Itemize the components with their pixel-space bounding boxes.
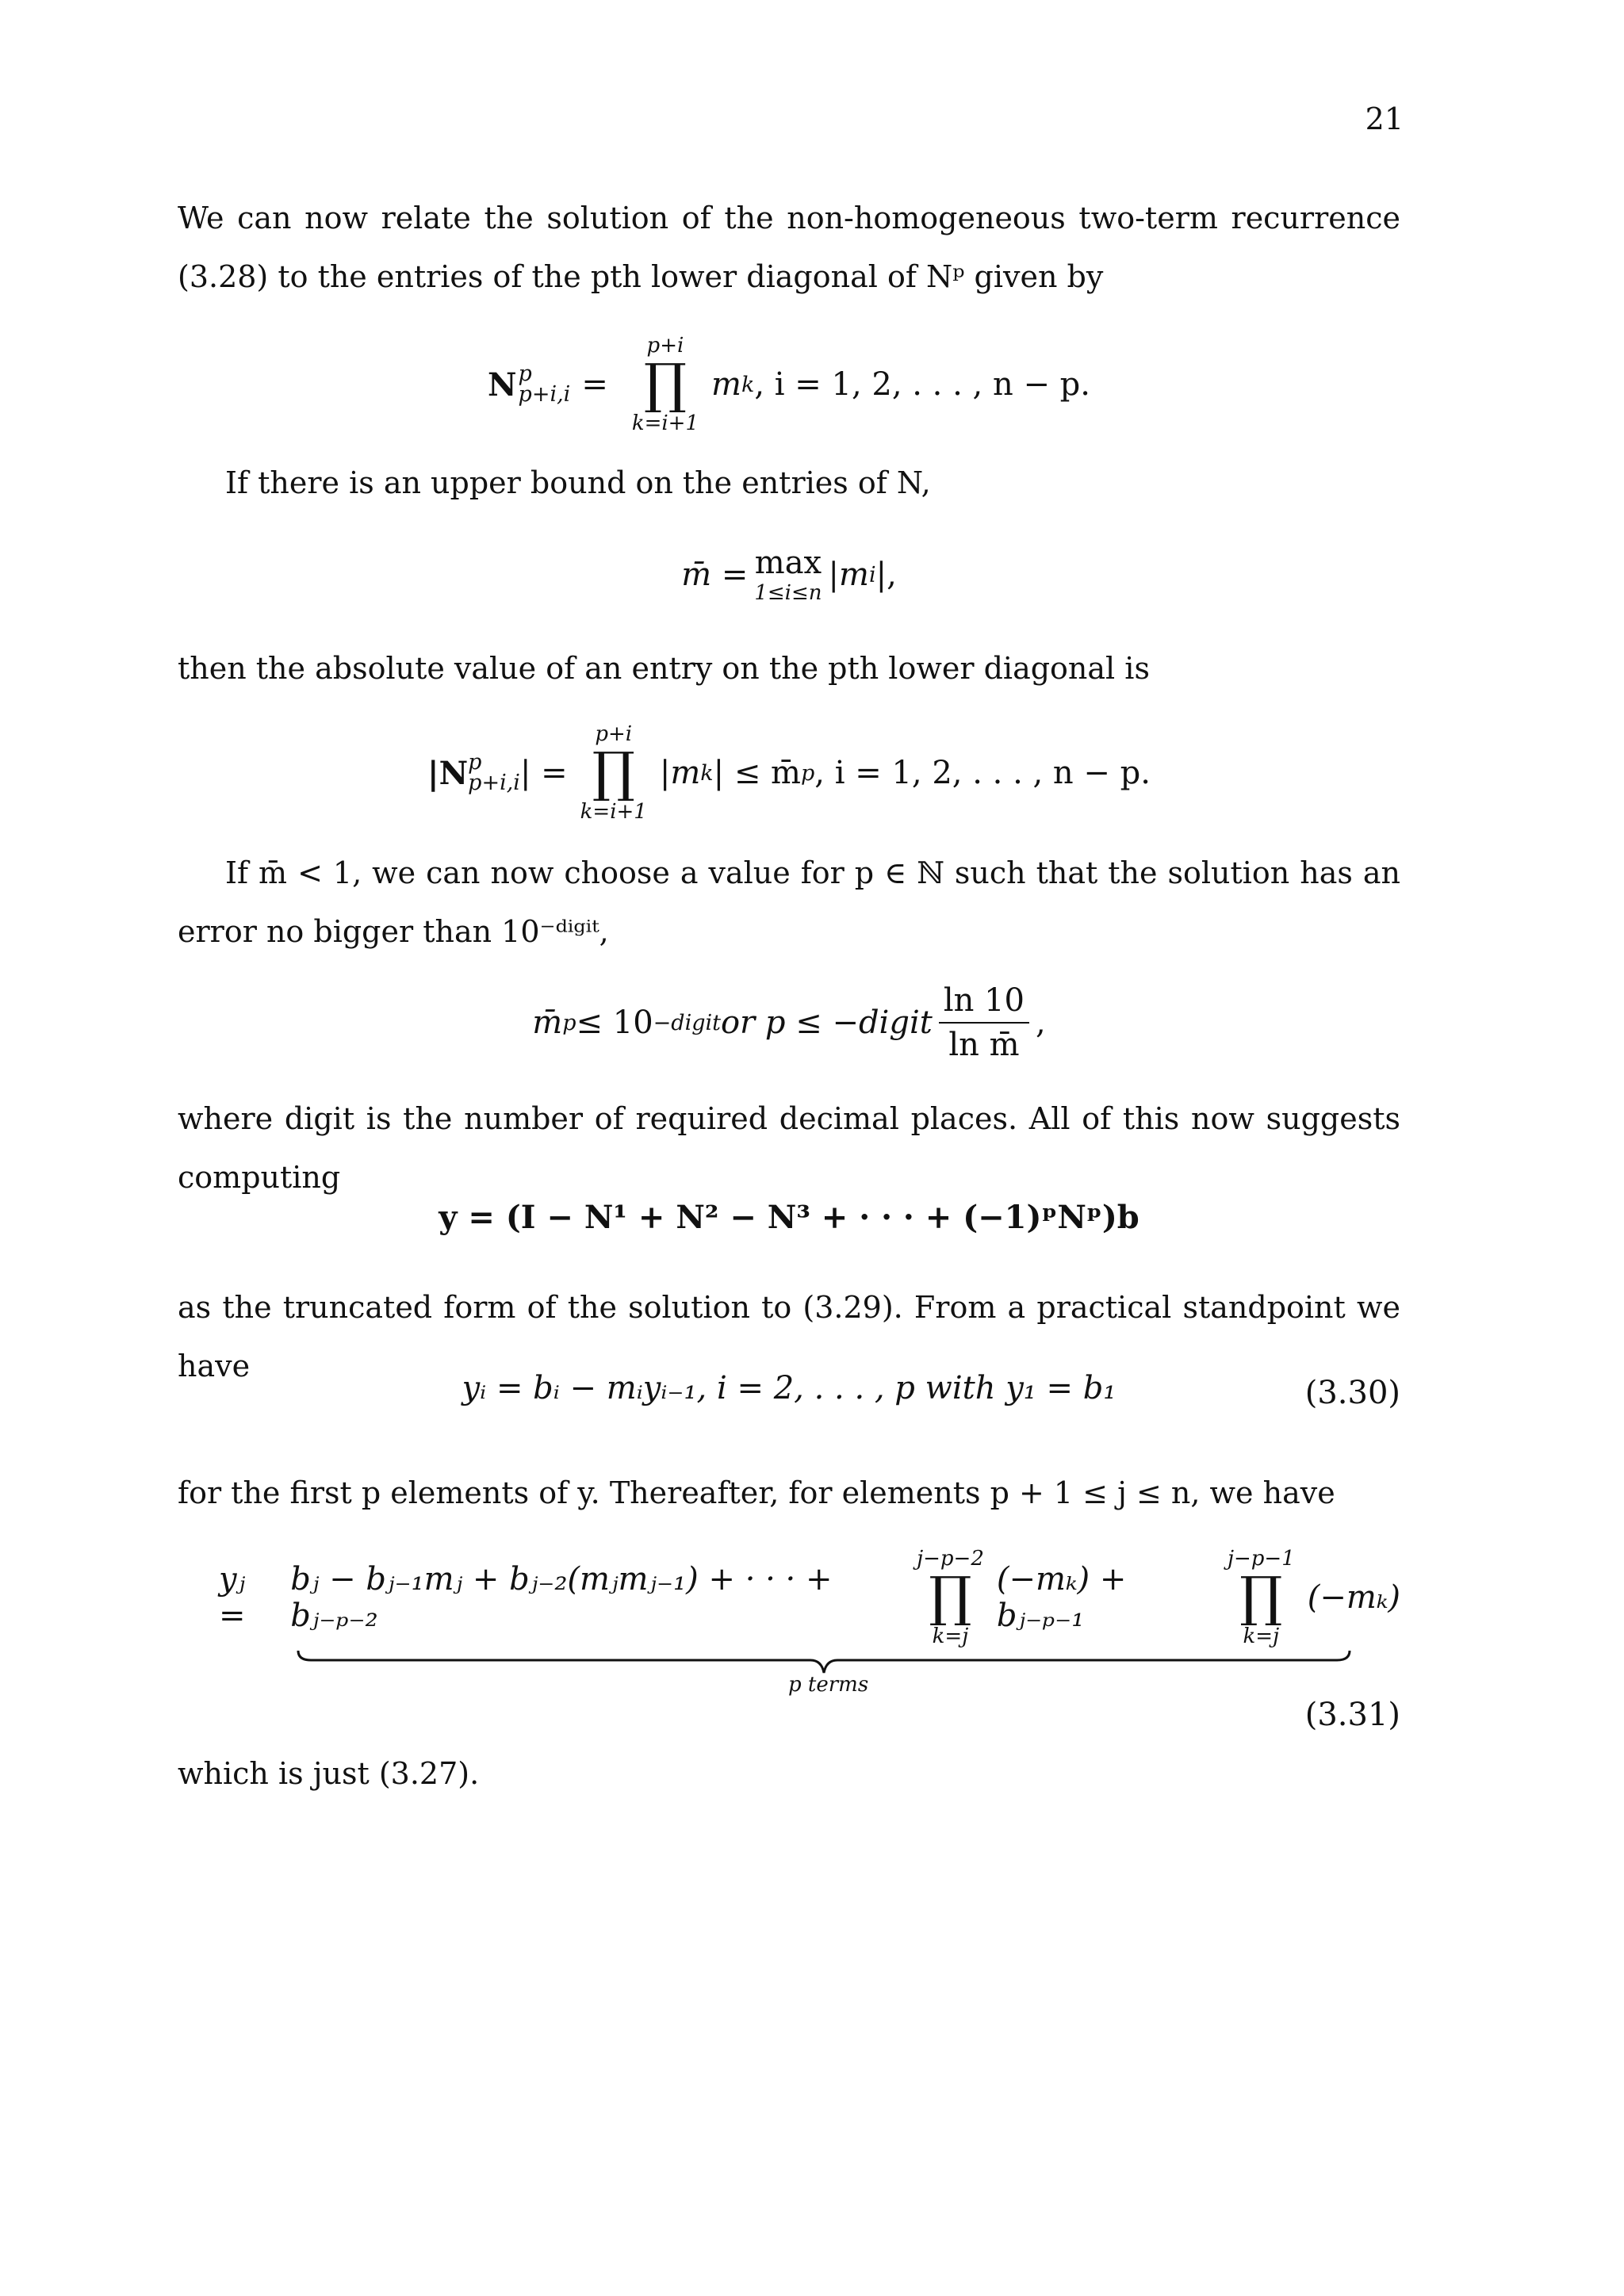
eq3-body: |m — [659, 755, 701, 791]
paragraph-intro: We can now relate the solution of the non-homogeneous two-term recurrence (3.28) to the entries of the pth lower diagonal of Nᵖ given by — [178, 201, 1400, 294]
eq1-prod-upper: p+i — [646, 334, 684, 358]
paragraph-absolute-value: then the absolute value of an entry on the pth lower diagonal is — [178, 651, 1150, 686]
eq2-op: max — [754, 545, 822, 581]
eq1-tail: , i = 1, 2, . . . , n − p. — [754, 366, 1090, 403]
eq7-part2: (−mₖ) + bⱼ₋ₚ₋₁ — [996, 1561, 1127, 1634]
paragraph-first-p-elements: for the first p elements of y. Thereafter, for elements p + 1 ≤ j ≤ n, we have — [178, 1475, 1335, 1510]
eq6-body: yᵢ = bᵢ − mᵢyᵢ₋₁, i = 2, . . . , p with y₁ = b₁ — [462, 1370, 1116, 1406]
equation-product-diagonal: N p p+i,i = p+i ∏ k=i+1 m k , i = 1, 2, . . . , n − p. — [487, 334, 1090, 435]
eq2-rhs-sub: i — [868, 562, 876, 587]
paragraph-upper-bound: If there is an upper bound on the entries of N, — [225, 465, 931, 500]
eq1-body: m — [711, 366, 741, 403]
eq3-body-end: | ≤ m̄ — [713, 755, 801, 791]
equation-max-bound — [178, 539, 1400, 610]
eq1-product: p+i ∏ k=i+1 — [631, 334, 699, 435]
eq4-end: , — [1036, 1004, 1046, 1041]
eq4-a-sup: p — [562, 1010, 576, 1035]
eq7-part3: (−mₖ) — [1307, 1579, 1401, 1616]
eq1-lhs-sub: p+i,i — [518, 382, 571, 407]
eq4-frac-num: ln 10 — [939, 982, 1029, 1024]
equation-digit-bound — [178, 975, 1400, 1070]
equation-truncated-series: y = (I − N¹ + N² − N³ + · · · + (−1)ᵖNᵖ)b — [439, 1198, 1139, 1236]
eq7-brace-label: p terms — [788, 1673, 869, 1697]
paragraph-digit-def: where digit is the number of required decimal places. All of this now suggests computing — [178, 1101, 1400, 1195]
eq4-frac-den: ln m̄ — [948, 1027, 1020, 1063]
eq2-lhs: m̄ = — [681, 557, 749, 593]
eq1-lhs-sup: p — [518, 362, 532, 386]
eq7-number: (3.31) — [1304, 1697, 1400, 1733]
eq2-rhs-end: |, — [875, 557, 897, 593]
eq4-c: or p ≤ −digit — [720, 1004, 933, 1041]
eq7-product-1: j−p−2 ∏ k=j — [917, 1547, 984, 1648]
eq3-body-sub: k — [700, 760, 714, 786]
eq3-lhs-open: |N — [427, 754, 469, 792]
eq1-body-sub: k — [741, 372, 755, 397]
paragraph-error-bound: If m̄ < 1, we can now choose a value for p ∈ ℕ such that the solution has an error no bigger than 10⁻ᵈⁱᵍⁱᵗ, — [178, 855, 1400, 949]
eq4-b: ≤ 10 — [576, 1004, 653, 1041]
eq7-prod1-lower: k=j — [932, 1624, 969, 1648]
eq6-number: (3.30) — [1304, 1375, 1400, 1411]
eq1-prod-lower: k=i+1 — [631, 411, 699, 435]
paragraph-closing: which is just (3.27). — [178, 1756, 480, 1791]
eq3-prod-lower: k=i+1 — [580, 800, 647, 824]
eq3-lhs-sup: p — [468, 750, 482, 775]
paragraph-truncated-form: as the truncated form of the solution to (3.29). From a practical standpoint we have — [178, 1290, 1400, 1383]
eq3-lhs-sub: p+i,i — [468, 771, 520, 795]
eq1-lhs: N — [487, 365, 517, 404]
eq4-b-sup: −digit — [653, 1010, 721, 1035]
eq4-fraction — [939, 982, 1029, 1063]
eq2-max-operator — [754, 545, 822, 605]
equation-331 — [178, 1538, 1401, 1733]
eq3-body-sup: p — [800, 760, 815, 786]
eq2-op-lower: 1≤i≤n — [754, 581, 822, 605]
eq7-prod2-upper: j−p−1 — [1227, 1547, 1295, 1571]
eq7-lhs: yⱼ = — [219, 1561, 246, 1634]
eq3-lhs-close: | = — [519, 755, 568, 791]
eq3-prod-upper: p+i — [595, 722, 633, 746]
equation-330 — [178, 1370, 1400, 1425]
eq2-rhs: |m — [828, 557, 869, 593]
page-number: 21 — [1365, 101, 1404, 136]
eq7-product-2: j−p−1 ∏ k=j — [1227, 1547, 1295, 1648]
eq7-part1: bⱼ − bⱼ₋₁mⱼ + bⱼ₋₂(mⱼmⱼ₋₁) + · · · + bⱼ₋ₚ₋₂ — [290, 1561, 833, 1634]
eq7-prod1-upper: j−p−2 — [917, 1547, 984, 1571]
eq4-a: m̄ — [532, 1004, 563, 1041]
eq3-tail: , i = 1, 2, . . . , n − p. — [814, 755, 1151, 791]
equation-abs-diagonal — [178, 714, 1400, 832]
eq7-prod2-lower: k=j — [1243, 1624, 1280, 1648]
eq3-product: p+i ∏ k=i+1 — [580, 722, 647, 824]
